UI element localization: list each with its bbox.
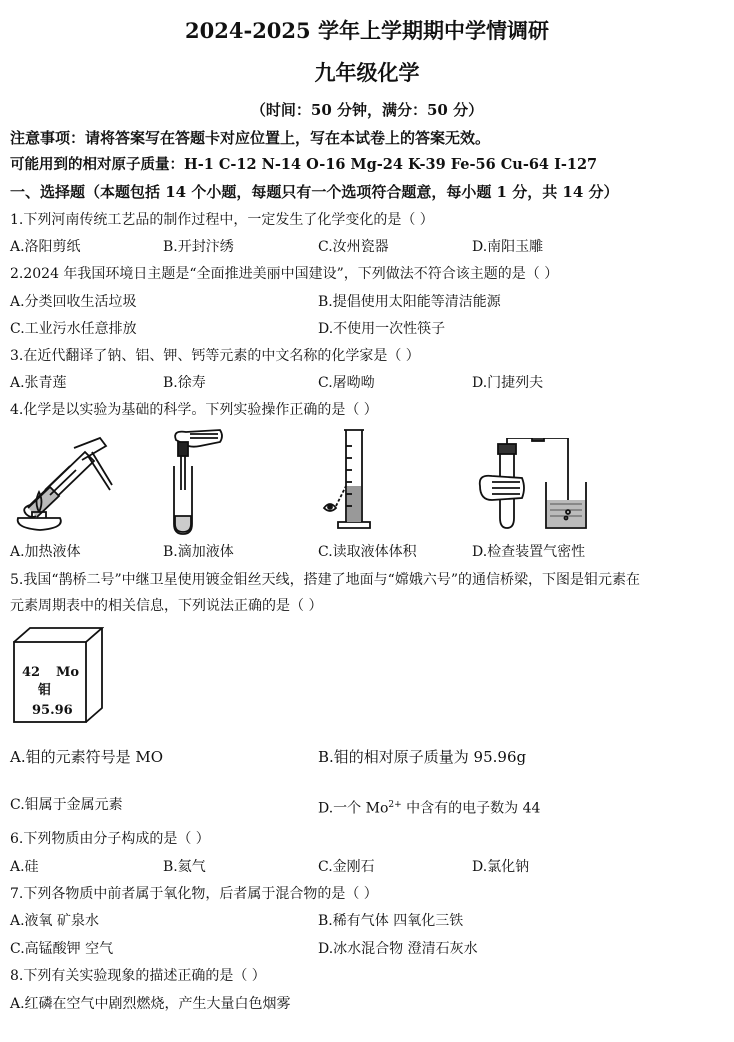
q4-stem: 4.化学是以实验为基础的科学。下列实验操作正确的是（ ） [10,402,378,418]
q7-stem: 7.下列各物质中前者属于氧化物，后者属于混合物的是（ ） [10,886,378,902]
q2-option-c: C.工业污水任意排放 [10,321,137,337]
q1-stem: 1.下列河南传统工艺品的制作过程中，一定发生了化学变化的是（ ） [10,212,434,228]
q6-option-b: B.氦气 [163,859,206,875]
q6-option-c: C.金刚石 [318,859,375,875]
q2-option-b: B.提倡使用太阳能等清洁能源 [318,294,501,310]
q4-option-d: D.检查装置气密性 [472,544,586,560]
q6-stem: 6.下列物质由分子构成的是（ ） [10,831,210,847]
q3-option-d: D.门捷列夫 [472,375,544,391]
q4-option-a: A.加热液体 [10,544,81,560]
q4-option-b: B.滴加液体 [163,544,234,560]
q3-option-b: B.徐寿 [163,375,206,391]
q5-option-a: A.钼的元素符号是 MO [10,748,164,766]
q2-stem: 2.2024 年我国环境日主题是“全面推进美丽中国建设”，下列做法不符合该主题的是（ ） [10,266,559,282]
q3-stem: 3.在近代翻译了钠、铝、钾、钙等元素的中文名称的化学家是（ ） [10,348,420,364]
exam-subject: 九年级化学 [314,60,420,85]
q7-option-c: C.高锰酸钾 空气 [10,941,114,957]
q1-option-b: B.开封汴绣 [163,239,234,255]
q5-option-d-charge: 2+ [388,800,402,810]
element-mass: 95.96 [32,703,73,718]
q7-option-a: A.液氧 矿泉水 [10,913,100,929]
q5-option-b: B.钼的相对原子质量为 95.96g [318,748,527,766]
atomic-masses: 可能用到的相对原子质量：H-1 C-12 N-14 O-16 Mg-24 K-39 Fe-56 Cu-64 I-127 [10,156,598,173]
element-name: 钼 [38,683,52,698]
air-tightness-figure [470,438,590,533]
q8-stem: 8.下列有关实验现象的描述正确的是（ ） [10,968,266,984]
q5-option-c: C.钼属于金属元素 [10,797,123,813]
q5-option-d-suffix: 中含有的电子数为 44 [401,800,541,817]
q3-option-a: A.张青莲 [10,375,67,391]
q5-stem-line2: 元素周期表中的相关信息，下列说法正确的是（ ） [10,598,323,614]
q8-option-a: A.红磷在空气中剧烈燃烧，产生大量白色烟雾 [10,996,291,1012]
section-heading: 一、选择题（本题包括 14 个小题，每题只有一个选项符合题意，每小题 1 分，共 14 分） [10,183,619,201]
q5-option-d-prefix: D.一个 Mo [318,800,389,817]
exam-time-info: （时间：50 分钟，满分：50 分） [250,101,484,119]
heating-liquid-figure [10,430,115,535]
reading-volume-figure [318,426,393,536]
q2-option-d: D.不使用一次性筷子 [318,321,446,337]
q4-option-c: C.读取液体体积 [318,544,417,560]
q1-option-d: D.南阳玉雕 [472,239,544,255]
q6-option-d: D.氯化钠 [472,859,530,875]
dropping-liquid-figure [160,428,230,536]
q5-option-d [318,796,540,818]
q3-option-c: C.屠呦呦 [318,375,375,391]
notice: 注意事项：请将答案写在答题卡对应位置上，写在本试卷上的答案无效。 [10,129,491,147]
q7-option-b: B.稀有气体 四氧化三铁 [318,913,464,929]
q7-option-d: D.冰水混合物 澄清石灰水 [318,941,478,957]
element-number: 42 [22,665,41,680]
q1-option-a: A.洛阳剪纸 [10,239,81,255]
exam-title: 2024-2025 学年上学期期中学情调研 [185,18,549,43]
q1-option-c: C.汝州瓷器 [318,239,389,255]
element-symbol: Mo [56,665,80,680]
q2-option-a: A.分类回收生活垃圾 [10,294,137,310]
q6-option-a: A.硅 [10,859,39,875]
q5-stem-line1: 5.我国“鹊桥二号”中继卫星使用镀金钼丝天线，搭建了地面与“嫦娥六号”的通信桥梁，下图是钼元素在 [10,572,640,588]
